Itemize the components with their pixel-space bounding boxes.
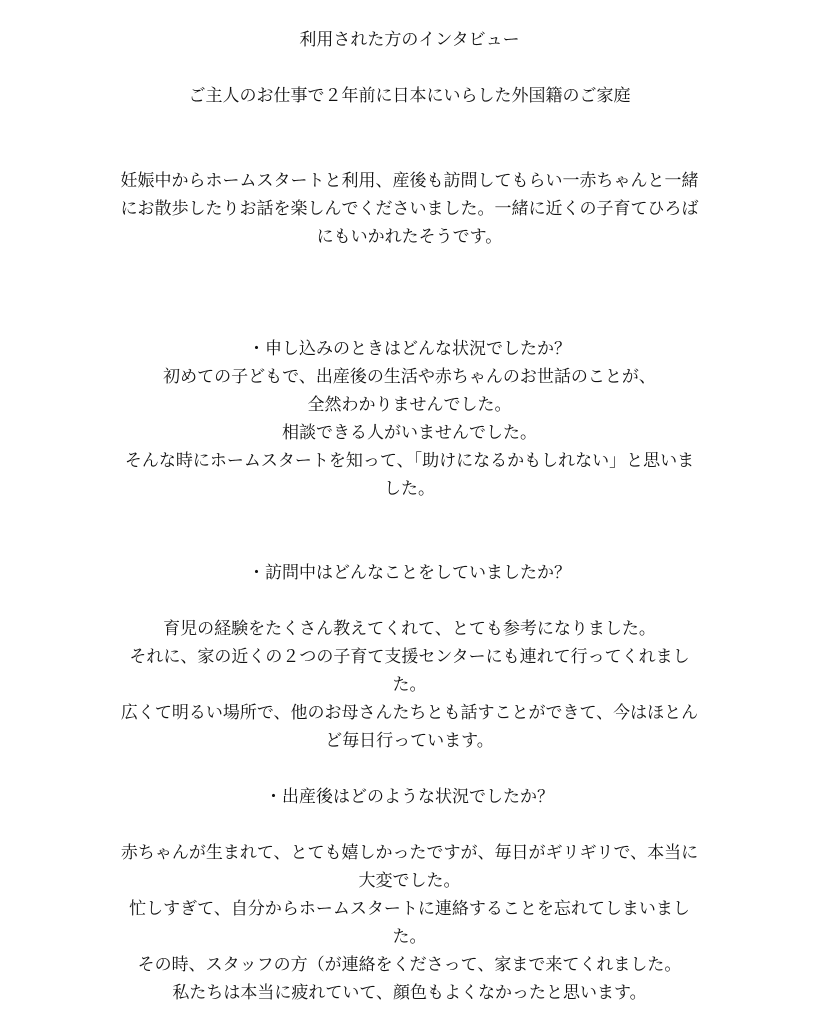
answer-line: 大変でした。 (358, 871, 461, 891)
question-heading: ・申し込みのときはどんな状況でしたか？ (248, 339, 571, 359)
answer-line: その時、スタッフの方（が連絡をくださって、家まで来てくれました。 (137, 955, 682, 975)
intro-line: にお散歩したりお話を楽しんでくださいました。一緒に近くの子育てひろば (120, 199, 699, 219)
answer-line: 忙しすぎて、自分からホームスタートに連絡することを忘れてしまいまし (129, 899, 690, 919)
answer-line: そんな時にホームスタートを知って、「助けになるかもしれない」と思いま (124, 451, 695, 471)
answer-line: 私たちは本当に疲れていて、顔色もよくなかったと思います。 (172, 983, 647, 1003)
answer-line: 相談できる人がいませんでした。 (282, 423, 537, 443)
answer-line: た。 (392, 675, 427, 695)
page-title: 利用された方のインタビュー (299, 30, 520, 50)
answer-line: た。 (392, 927, 427, 947)
answer-line: 全然わかりませんでした。 (307, 395, 512, 415)
page-subtitle: ご主人のお仕事で２年前に日本にいらした外国籍のご家庭 (188, 86, 631, 106)
question-heading: ・訪問中はどんなことをしていましたか？ (248, 563, 571, 583)
answer-line: 初めての子どもで、出産後の生活や赤ちゃんのお世話のことが、 (163, 367, 656, 387)
intro-line: 妊娠中からホームスタートと利用、産後も訪問してもらい一赤ちゃんと一緒 (120, 171, 699, 191)
answer-line: ど毎日行っています。 (325, 731, 494, 751)
question-heading: ・出産後はどのような状況でしたか？ (265, 787, 554, 807)
answer-line: した。 (384, 479, 435, 499)
intro-line: にもいかれたそうです。 (316, 227, 503, 247)
answer-line: 広くて明るい場所で、他のお母さんたちとも話すことができて、今はほとん (120, 703, 699, 723)
answer-line: 育児の経験をたくさん教えてくれて、とても参考になりました。 (163, 619, 656, 639)
answer-line: 赤ちゃんが生まれて、とても嬉しかったですが、毎日がギリギリで、本当に (120, 843, 699, 863)
answer-line: それに、家の近くの２つの子育て支援センターにも連れて行ってくれまし (129, 647, 690, 667)
